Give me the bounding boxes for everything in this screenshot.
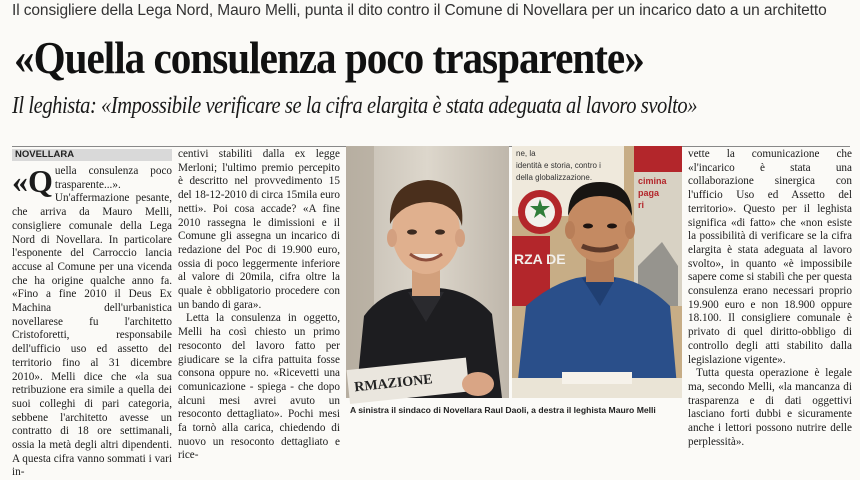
article-column-1 bbox=[12, 165, 172, 480]
section-tag: NOVELLARA bbox=[12, 149, 172, 161]
column-2-paragraph-1: centivi stabiliti dalla ex legge Merloni; l'ultimo premio percepito è descritto nel provvedimento 15 del 18-12-2010 di circa 15mila euro netti». Poi cosa accade? «A fine 2010 rassegna le dimissioni e il Comune gli assegna un incarico di redazione del Poc di 19.900 euro, ossia di poco leggermente inferiore al valore di 20mila, cifra oltre la quale è obbligatorio procedere con un bando di gara». bbox=[178, 148, 340, 311]
poster-right-line-3: ri bbox=[638, 200, 645, 210]
poster-bottom-text: RZA DE bbox=[514, 251, 566, 267]
photo-caption: A sinistra il sindaco di Novellara Raul Daoli, a destra il leghista Mauro Melli bbox=[350, 405, 656, 415]
column-3-paragraph-1: vette la comunicazione che «l'incarico è stata una collaborazione sinergica con l'ufficio Uso ed Assetto del territorio». Questo per il leghista significa «di fatto» che «non esiste la possibilità di verificare se la cifra elargita è stata adeguata al lavoro svolto», in quanto «è impossibile sapere come si stabilì che per questa consulenza erano necessari proprio 19.900 euro e non 18.900 oppure 18.100. Il consigliere comunale è privato di quel diritto-obbligo di controllo degli atti stabilito dalla legislazione vigente». bbox=[688, 148, 852, 366]
article-deck: Il leghista: «Impossibile verificare se la cifra elargita è stata adeguata al lavoro svolto» bbox=[12, 93, 698, 119]
poster-right-line-2: paga bbox=[638, 188, 660, 198]
photo-mayor-illustration bbox=[346, 146, 509, 398]
poster-line-3: della globalizzazione. bbox=[516, 173, 593, 182]
article-kicker: Il consigliere della Lega Nord, Mauro Melli, punta il dito contro il Comune di Novellara per un incarico dato a un architetto bbox=[12, 2, 827, 19]
photo-councillor-illustration bbox=[512, 146, 682, 398]
photo-councillor bbox=[512, 146, 682, 398]
poster-line-1: ne, la bbox=[516, 149, 536, 158]
column-3-paragraph-2: Tutta questa operazione è legale ma, secondo Melli, «la mancanza di trasparenza e di dati oggettivi lasciano forti dubbi e sicuramente anche i lettori possono nutrire delle perplessità». bbox=[688, 367, 852, 448]
column-1-text: uella consulenza poco trasparente...». Un'affermazione pesante, che arriva da Mauro Melli, consigliere comunale della Lega Nord di Novellara. In particolare l'esponente del Carroccio lancia accuse al Comune per una vicenda che ha origine qualche anno fa. «Fino a fine 2010 il Deus Ex Machina dell'urbanistica novellarese fu l'architetto Cristoforetti, responsabile dell'ufficio uso ed assetto del territorio fino al 31 dicembre 2010». Melli dice che «la sua retribuzione era simile a quella dei suoi colleghi di pari categoria, sebbene l'architetto avesse un contratto di 18 ore settimanali, ossia la metà degli altri dipendenti. A questa cifra vanno sommati i vari in- bbox=[12, 165, 172, 479]
photo-mayor bbox=[346, 146, 509, 398]
newspaper-masthead: RMAZIONE bbox=[353, 372, 434, 396]
column-2-paragraph-2: Letta la consulenza in oggetto, Melli ha così chiesto un primo resoconto del lavoro fatto per giudicare se la cifra pattuita fosse consona oppure no. «Ricevetti una comunicazione - spiega - che dopo alcuni mesi avrei avuto un resoconto dettagliato». Pochi mesi fa tornò alla carica, chiedendo di nuovo un resoconto dettagliato e rice- bbox=[178, 312, 340, 462]
article-column-3 bbox=[688, 148, 852, 449]
poster-line-2: identità e storia, contro i bbox=[516, 161, 601, 170]
article-headline: «Quella consulenza poco trasparente» bbox=[14, 33, 644, 83]
drop-cap: «Q bbox=[12, 163, 53, 199]
article-column-2 bbox=[178, 148, 340, 463]
poster-right-line-1: cimina bbox=[638, 176, 667, 186]
